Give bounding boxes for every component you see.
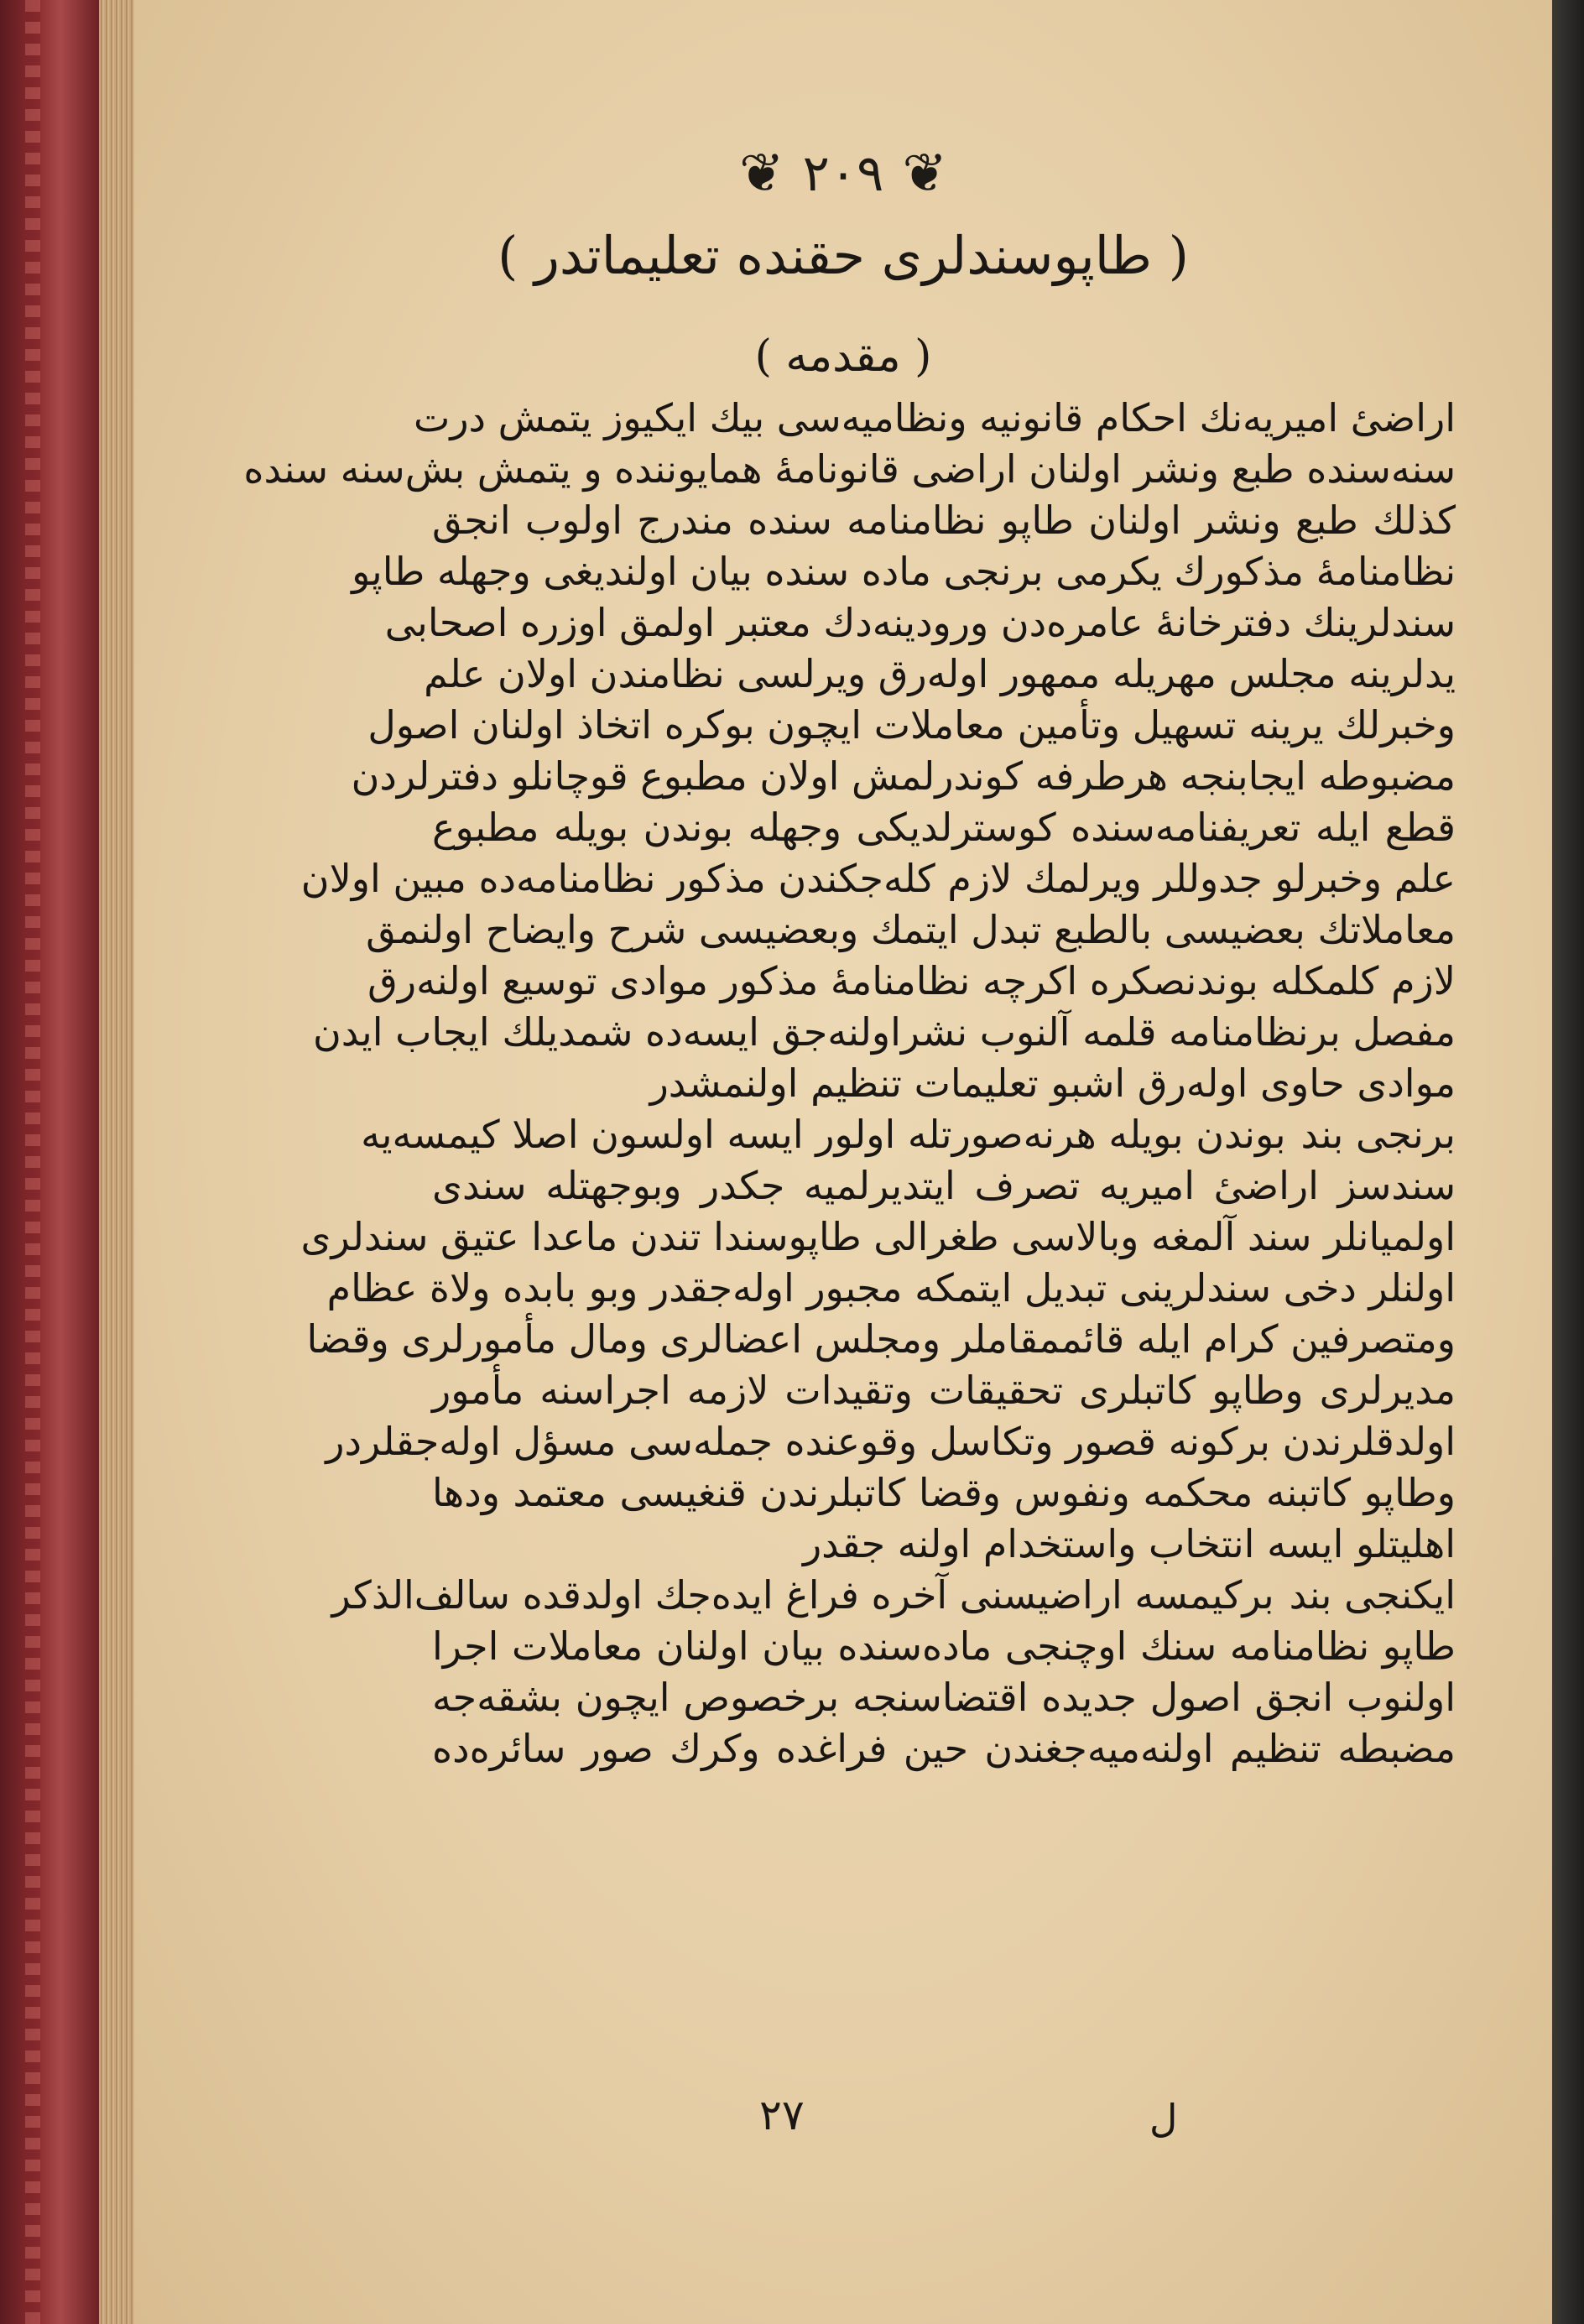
text-line: نظامنامهٔ مذکورك یکرمی برنجی ماده سنده بیان اولندیغی وجهله طاپو <box>352 549 1456 594</box>
page-number-row <box>134 143 1552 205</box>
page-stack-edge <box>99 0 138 2324</box>
text-line: سنه‌سنده طبع ونشر اولنان اراضی قانونامهٔ همایوننده و یتمش بش‌سنه سنده <box>243 446 1456 492</box>
text-line: معاملاتك بعضیسی بالطبع تبدل ایتمك وبعضیسی شرح وایضاح اولنمق <box>366 907 1456 952</box>
page-footer <box>134 2091 1552 2149</box>
section-1-label: برنجی بند <box>1300 1112 1456 1157</box>
text-line: وطاپو کاتبنه محکمه ونفوس وقضا کاتبلرندن قنغیسی معتمد ودها <box>432 1470 1456 1515</box>
page-title: ( طاپوسندلری حقنده تعلیماتدر ) <box>498 225 1189 286</box>
text-line: مدیرلری وطاپو کاتبلری تحقیقات وتقیدات لازمه اجراسنه مأمور <box>432 1368 1456 1413</box>
page-number: ٢٠٩ <box>802 144 884 203</box>
text-line: قطع ایله تعریفنامه‌سنده کوسترلدیکی وجهله بوندن بویله مطبوع <box>432 805 1456 850</box>
text-line: اولنوب انجق اصول جدیده اقتضاسنجه برخصوص ایچون بشقه‌جه <box>432 1675 1456 1720</box>
text-line: سندسز اراضیٔ امیریه تصرف ایتدیرلمیه جکدر وبوجهتله سندی <box>432 1163 1456 1208</box>
text-line: مفصل برنظامنامه قلمه آلنوب نشراولنه‌جق ایسه‌ده شمدیلك ایجاب ایدن <box>312 1009 1456 1055</box>
text-line: ومتصرفین کرام ایله قائممقاملر ومجلس اعضالری ومال مأمورلری وقضا <box>306 1316 1456 1362</box>
text-line: موادی حاوی اوله‌رق اشبو تعلیمات تنظیم اولنمشدر <box>649 1060 1456 1106</box>
text-line: کذلك طبع ونشر اولنان طاپو نظامنامه سنده مندرج اولوب انجق <box>432 498 1456 543</box>
text-line: مضبطه تنظیم اولنه‌میه‌جغندن حین فراغده وکرك صور سائره‌ده <box>432 1726 1456 1771</box>
text-line: اولنلر دخی سندلرینی تبدیل ایتمکه مجبور اوله‌جقدر وبو بابده ولاة عظام <box>326 1265 1456 1311</box>
scan-background-edge <box>1552 0 1584 2324</box>
book-cover-edge <box>0 0 101 2324</box>
text-line: اراضیٔ امیریه‌نك احکام قانونیه ونظامیه‌سی بیك ایکیوز یتمش درت <box>414 395 1456 440</box>
text-line: مضبوطه ایجابنجه هرطرفه کوندرلمش اولان مطبوع قوچانلو دفترلردن <box>351 753 1456 799</box>
intro-heading: ( مقدمه ) <box>754 331 932 382</box>
section-1-text: بوندن بویله هرنه‌صورتله اولور ایسه اولسون اصلا کیمسه‌یه <box>361 1112 1286 1157</box>
body-text <box>243 393 1456 1774</box>
section-2-label: ایکنجی بند <box>1289 1572 1456 1618</box>
text-line: طاپو نظامنامه سنك اوچنجی ماده‌سنده بیان اولنان معاملات اجرا <box>432 1623 1456 1669</box>
text-line: سندلرینك دفترخانهٔ عامره‌دن ورودینه‌دك معتبر اولمق اوزره اصحابی <box>384 600 1456 645</box>
ornament-left-icon: ❦ <box>739 143 784 205</box>
text-line: لازم کلمکله بوندنصکره اکرچه نظامنامهٔ مذکور موادی توسیع اولنه‌رق <box>367 958 1456 1003</box>
text-line: علم وخبرلو جدوللر ویرلمك لازم کله‌جکندن مذکور نظامنامه‌ده مبین اولان <box>300 856 1456 901</box>
signature-number: ٢٧ <box>759 2091 805 2139</box>
page-header <box>134 143 1552 286</box>
ornament-right-icon: ❦ <box>902 143 947 205</box>
signature-mark: ل <box>1149 2096 1178 2141</box>
section-2-first-line <box>331 1570 1456 1621</box>
section-2-text: برکیمسه اراضیسنی آخره فراغ ایده‌جك اولدقده سالف‌الذکر <box>331 1572 1274 1618</box>
section-1-first-line <box>361 1109 1456 1160</box>
text-line: اولمیانلر سند آلمغه وبالاسی طغرالی طاپوسندا تندن ماعدا عتیق سندلری <box>300 1214 1456 1259</box>
text-line: اولدقلرندن برکونه قصور وتکاسل وقوعنده جمله‌سی مسؤل اوله‌جقلردر <box>326 1419 1456 1464</box>
text-line: یدلرینه مجلس مهریله ممهور اوله‌رق ویرلسی نظامندن اولان علم <box>424 651 1456 696</box>
text-line: وخبرلك یرینه تسهیل وتأمین معاملات ایچون بوکره اتخاذ اولنان اصول <box>367 702 1456 748</box>
text-line: اهلیتلو ایسه انتخاب واستخدام اولنه جقدر <box>802 1521 1456 1566</box>
